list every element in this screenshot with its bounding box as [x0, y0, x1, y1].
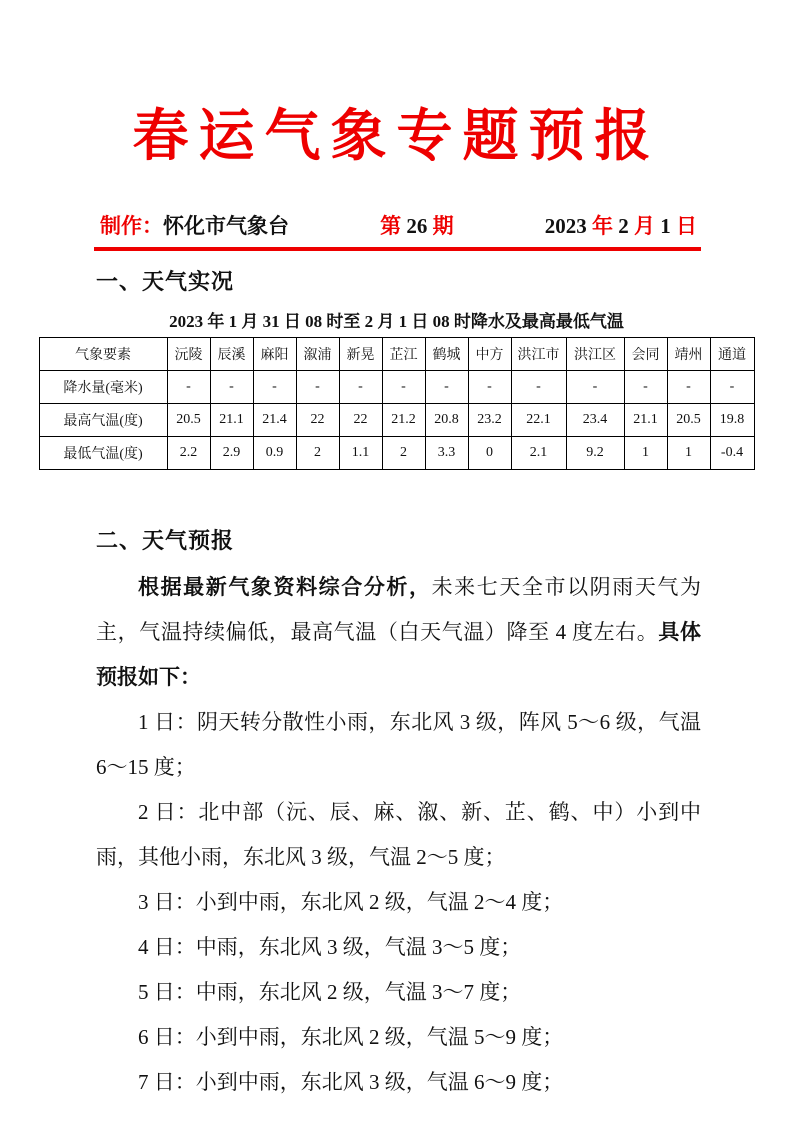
table-row-min-temp — [39, 437, 754, 470]
row-label: 降水量(毫米) — [39, 371, 167, 404]
table-cell: 21.4 — [253, 404, 296, 437]
table-cell: - — [624, 371, 667, 404]
date-day: 1 — [660, 214, 671, 238]
table-cell: 1 — [624, 437, 667, 470]
table-cell: 20.8 — [425, 404, 468, 437]
row-label: 最高气温(度) — [39, 404, 167, 437]
red-divider — [94, 247, 701, 251]
producer-label: 制作： — [100, 214, 163, 238]
table-cell: 2.2 — [167, 437, 210, 470]
issue-date — [545, 210, 697, 240]
weather-table-title: 2023 年 1 月 31 日 08 时至 2 月 1 日 08 时降水及最高最低气温 — [169, 312, 624, 331]
table-cell: - — [382, 371, 425, 404]
table-cell: 22 — [339, 404, 382, 437]
forecast-intro — [96, 565, 701, 700]
date-day-unit: 日 — [670, 214, 697, 238]
issue-number — [380, 210, 454, 240]
table-cell: -0.4 — [710, 437, 754, 470]
forecast-day-2: 2 日：北中部（沅、辰、麻、溆、新、芷、鹤、中）小到中雨，其他小雨，东北风 3 级，气温 2～5 度； — [96, 800, 701, 869]
section1-heading: 一、天气实况 — [96, 269, 235, 294]
page-title: 春运气象专题预报 — [132, 103, 661, 169]
forecast-day-6: 6 日：小到中雨，东北风 2 级，气温 5～9 度； — [138, 1025, 564, 1049]
table-cell: 21.1 — [624, 404, 667, 437]
table-cell: - — [339, 371, 382, 404]
table-cell: 0 — [468, 437, 511, 470]
header-cell: 洪江区 — [566, 338, 624, 371]
table-cell: 23.4 — [566, 404, 624, 437]
weather-observation-table — [39, 337, 755, 470]
table-cell: 20.5 — [167, 404, 210, 437]
table-cell: - — [167, 371, 210, 404]
date-year-unit: 年 — [586, 214, 619, 238]
forecast-day-4: 4 日：中雨，东北风 3 级，气温 3～5 度； — [138, 935, 522, 959]
table-cell: 20.5 — [667, 404, 710, 437]
header-cell: 芷江 — [382, 338, 425, 371]
header-cell: 沅陵 — [167, 338, 210, 371]
table-cell: 22.1 — [511, 404, 566, 437]
issue-value: 26 — [401, 214, 433, 238]
table-cell: 1.1 — [339, 437, 382, 470]
issue-prefix: 第 — [380, 214, 402, 238]
table-row-max-temp — [39, 404, 754, 437]
table-cell: 2 — [382, 437, 425, 470]
table-cell: - — [667, 371, 710, 404]
table-cell: 2 — [296, 437, 339, 470]
table-cell: 2.9 — [210, 437, 253, 470]
header-cell: 鹤城 — [425, 338, 468, 371]
producer-value: 怀化市气象台 — [163, 214, 289, 238]
header-cell: 洪江市 — [511, 338, 566, 371]
table-cell: 1 — [667, 437, 710, 470]
date-year: 2023 — [544, 214, 587, 238]
table-cell: - — [710, 371, 754, 404]
header-cell: 辰溪 — [210, 338, 253, 371]
section2-heading: 二、天气预报 — [96, 528, 235, 553]
forecast-day-3: 3 日：小到中雨，东北风 2 级，气温 2～4 度； — [138, 890, 564, 914]
table-cell: 2.1 — [511, 437, 566, 470]
header-cell: 溆浦 — [296, 338, 339, 371]
header-cell: 会同 — [624, 338, 667, 371]
producer — [100, 210, 289, 240]
header-cell: 气象要素 — [39, 338, 167, 371]
header-cell: 麻阳 — [253, 338, 296, 371]
table-cell: 23.2 — [468, 404, 511, 437]
header-cell: 中方 — [468, 338, 511, 371]
table-cell: 3.3 — [425, 437, 468, 470]
table-row-precipitation — [39, 371, 754, 404]
date-month-unit: 月 — [628, 214, 661, 238]
issue-suffix: 期 — [432, 214, 454, 238]
table-cell: - — [253, 371, 296, 404]
forecast-day-5: 5 日：中雨，东北风 2 级，气温 3～7 度； — [138, 980, 522, 1004]
table-cell: - — [468, 371, 511, 404]
meta-row — [100, 210, 697, 240]
table-cell: - — [425, 371, 468, 404]
table-cell: 0.9 — [253, 437, 296, 470]
table-header-row — [39, 338, 754, 371]
header-cell: 靖州 — [667, 338, 710, 371]
table-cell: - — [566, 371, 624, 404]
row-label: 最低气温(度) — [39, 437, 167, 470]
table-cell: 19.8 — [710, 404, 754, 437]
forecast-day-1: 1 日：阴天转分散性小雨，东北风 3 级，阵风 5～6 级，气温 6～15 度； — [96, 710, 701, 779]
table-cell: 22 — [296, 404, 339, 437]
header-cell: 新晃 — [339, 338, 382, 371]
header-cell: 通道 — [710, 338, 754, 371]
table-cell: - — [296, 371, 339, 404]
table-cell: 21.2 — [382, 404, 425, 437]
table-cell: - — [210, 371, 253, 404]
date-month: 2 — [618, 214, 629, 238]
table-cell: 21.1 — [210, 404, 253, 437]
intro-bold-tail: 具体预报如下： — [96, 620, 701, 689]
forecast-body — [96, 565, 701, 1105]
table-cell: - — [511, 371, 566, 404]
forecast-day-7: 7 日：小到中雨，东北风 3 级，气温 6～9 度； — [138, 1070, 564, 1094]
intro-bold-lead: 根据最新气象资料综合分析， — [138, 575, 432, 599]
table-cell: 9.2 — [566, 437, 624, 470]
intro-regular: 未来七天全市以阴雨天气为主，气温持续偏低，最高气温（白天气温）降至 4 度左右。 — [96, 575, 702, 644]
